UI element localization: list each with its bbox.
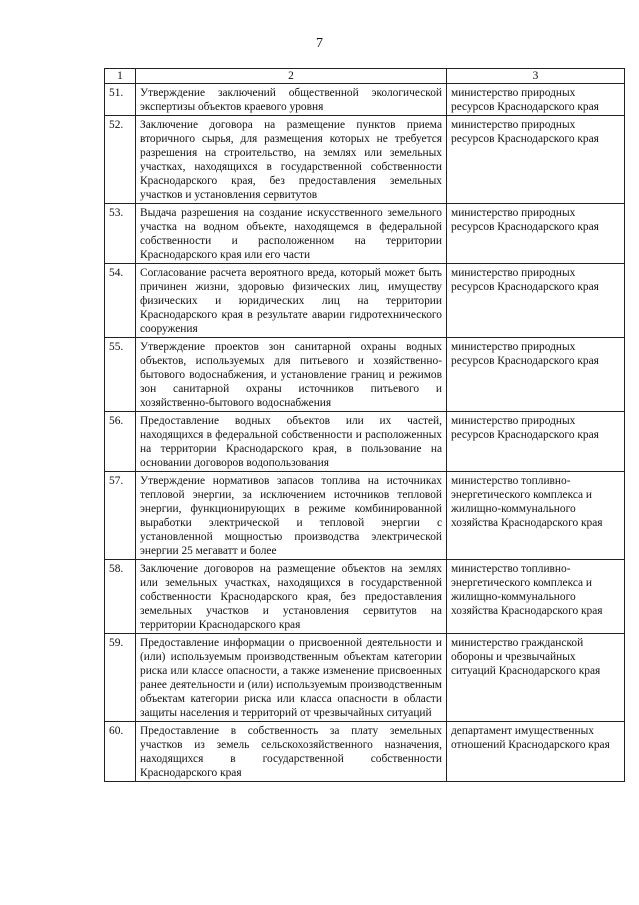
- service-description: Утверждение проектов зон санитарной охраны водных объектов, используемых для питьевого и хозяйственно-бытового водоснабжения, и установление границ и режимов зон санитарной охраны источников питьевого и хозяйственно-бытового водоснабжения: [136, 338, 447, 412]
- responsible-authority: министерство природных ресурсов Краснодарского края: [447, 84, 625, 116]
- table-row: [105, 338, 625, 412]
- table-row: [105, 204, 625, 264]
- service-description: Предоставление водных объектов или их частей, находящихся в федеральной собственности и расположенных на территории Краснодарского края, в пользование на основании договоров водопользования: [136, 412, 447, 472]
- row-number: 60.: [105, 722, 136, 782]
- table-row: [105, 84, 625, 116]
- responsible-authority: министерство природных ресурсов Краснодарского края: [447, 412, 625, 472]
- service-description: Заключение договоров на размещение объектов на землях или земельных участках, находящихся в государственной собственности Краснодарского края, без предоставления земельных участков и установления сервитутов на территории Краснодарского края: [136, 560, 447, 634]
- responsible-authority: министерство природных ресурсов Краснодарского края: [447, 204, 625, 264]
- column-header-2: 2: [136, 69, 447, 84]
- table-row: [105, 634, 625, 722]
- responsible-authority: министерство топливно-энергетического комплекса и жилищно-коммунального хозяйства Краснодарского края: [447, 472, 625, 560]
- row-number: 57.: [105, 472, 136, 560]
- table-header-row: [105, 69, 625, 84]
- service-description: Утверждение нормативов запасов топлива на источниках тепловой энергии, за исключением источников тепловой энергии, функционирующих в режиме комбинированной выработки электрической и тепловой энергии с установленной мощностью производства электрической энергии 25 мегаватт и более: [136, 472, 447, 560]
- service-description: Выдача разрешения на создание искусственного земельного участка на водном объекте, находящемся в федеральной собственности и расположенном на территории Краснодарского края или его части: [136, 204, 447, 264]
- responsible-authority: министерство природных ресурсов Краснодарского края: [447, 264, 625, 338]
- row-number: 54.: [105, 264, 136, 338]
- row-number: 59.: [105, 634, 136, 722]
- table-row: [105, 116, 625, 204]
- table-row: [105, 264, 625, 338]
- column-header-1: 1: [105, 69, 136, 84]
- row-number: 51.: [105, 84, 136, 116]
- service-description: Предоставление информации о присвоенной деятельности и (или) используемым производственным объектам категории риска или классе опасности, а также изменение присвоенных ранее деятельности и (или) используемым производственным объектам категории риска или класса опасности в области защиты населения и территорий от чрезвычайных ситуаций: [136, 634, 447, 722]
- service-description: Утверждение заключений общественной экологической экспертизы объектов краевого уровня: [136, 84, 447, 116]
- column-header-3: 3: [447, 69, 625, 84]
- row-number: 55.: [105, 338, 136, 412]
- table-row: [105, 560, 625, 634]
- table-row: [105, 722, 625, 782]
- responsible-authority: министерство природных ресурсов Краснодарского края: [447, 116, 625, 204]
- responsible-authority: министерство топливно-энергетического комплекса и жилищно-коммунального хозяйства Краснодарского края: [447, 560, 625, 634]
- service-description: Заключение договора на размещение пунктов приема вторичного сырья, для размещения которых не требуется разрешения на строительство, на землях или земельных участках, находящихся в государственной собственности Краснодарского края, без предоставления земельных участков и установления сервитутов: [136, 116, 447, 204]
- services-table: [104, 68, 625, 782]
- table-row: [105, 412, 625, 472]
- page-number: 7: [316, 36, 323, 51]
- row-number: 52.: [105, 116, 136, 204]
- service-description: Предоставление в собственность за плату земельных участков из земель сельскохозяйственного назначения, находящихся в государственной собственности Краснодарского края: [136, 722, 447, 782]
- responsible-authority: департамент имущественных отношений Краснодарского края: [447, 722, 625, 782]
- row-number: 58.: [105, 560, 136, 634]
- row-number: 53.: [105, 204, 136, 264]
- responsible-authority: министерство гражданской обороны и чрезвычайных ситуаций Краснодарского края: [447, 634, 625, 722]
- table-row: [105, 472, 625, 560]
- row-number: 56.: [105, 412, 136, 472]
- service-description: Согласование расчета вероятного вреда, который может быть причинен жизни, здоровью физических лиц, имуществу физических и юридических лиц на территории Краснодарского края в результате аварии гидротехнического сооружения: [136, 264, 447, 338]
- responsible-authority: министерство природных ресурсов Краснодарского края: [447, 338, 625, 412]
